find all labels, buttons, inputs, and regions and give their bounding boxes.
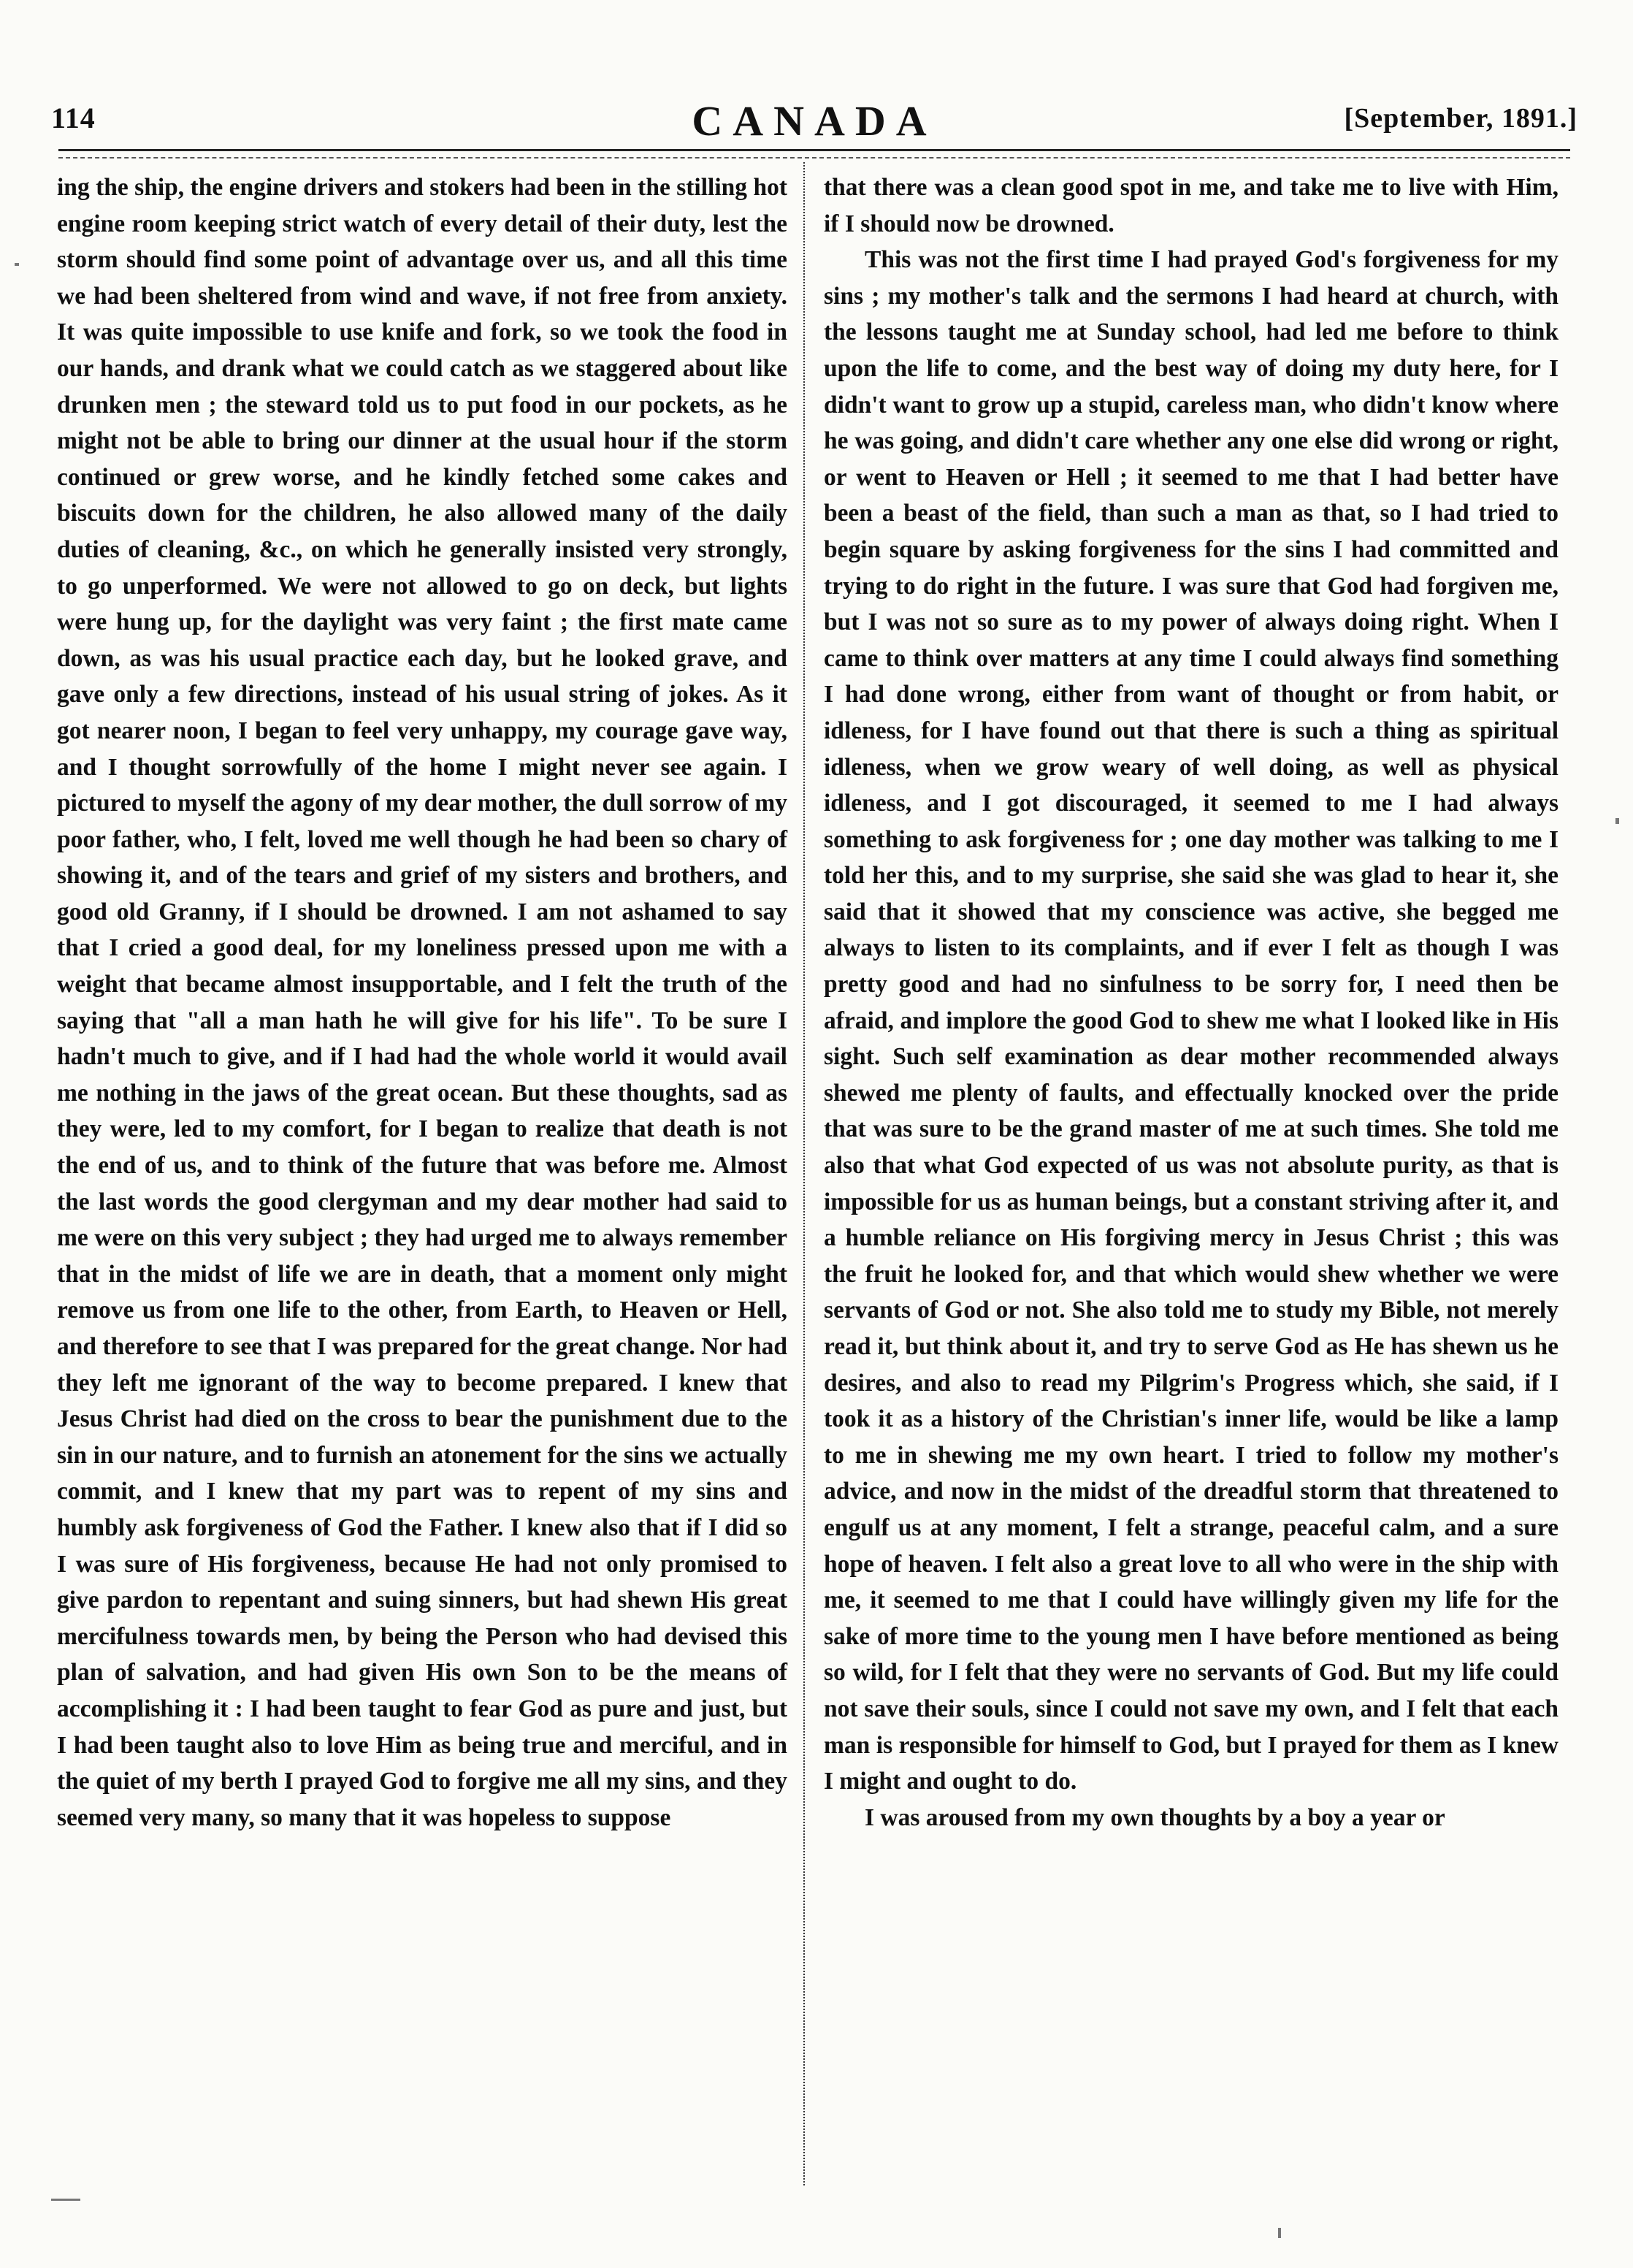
print-speck bbox=[51, 2199, 80, 2201]
body-paragraph: I was aroused from my own thoughts by a boy a year or bbox=[865, 1803, 1445, 1831]
header-rule bbox=[58, 149, 1570, 159]
right-column bbox=[824, 169, 1559, 1836]
journal-title: CANADA bbox=[692, 97, 937, 145]
page-header bbox=[51, 96, 1577, 155]
column-divider bbox=[803, 162, 805, 2185]
print-speck bbox=[1278, 2228, 1281, 2238]
issue-date: [September, 1891.] bbox=[1344, 103, 1577, 134]
body-paragraph: ing the ship, the engine drivers and stokers had been in the stilling hot engine room keeping strict watch of every detail of their duty, lest the storm should find some point of advantage over us, and all this time we had been sheltered from wind and wave, if not free from anxiety. It was quite impossible to use knife and fork, so we took the food in our hands, and drank what we could catch as we staggered about like drunken men ; the steward told us to put food in our pockets, as he might not be able to bring our dinner at the usual hour if the storm continued or grew worse, and he kindly fetched some cakes and biscuits down for the children, he also allowed many of the daily duties of cleaning, &c., on which he generally insisted very strongly, to go unperformed. We were not allowed to go on deck, but lights were hung up, for the daylight was very faint ; the first mate came down, as was his usual practice each day, but he looked grave, and gave only a few directions, instead of his usual string of jokes. As it got nearer noon, I began to feel very unhappy, my courage gave way, and I thought sorrowfully of the home I might never see again. I pictured to myself the agony of my dear mother, the dull sorrow of my poor father, who, I felt, loved me well though he had been so chary of showing it, and of the tears and grief of my sisters and brothers, and good old Granny, if I should be drowned. I am not ashamed to say that I cried a good deal, for my loneliness pressed upon me with a weight that became almost insupportable, and I felt the truth of the saying that "all a man hath he will give for his life". To be sure I hadn't much to give, and if I had had the whole world it would avail me nothing in the jaws of the great ocean. But these thoughts, sad as they were, led to my comfort, for I began to realize that death is not the end of us, and to think of the future that was before me. Almost the last words the good clergyman and my dear mother had said to me were on this very subject ; they had urged me to always remember that in the midst of life we are in death, that a moment only might remove us from one life to the other, from Earth, to Heaven or Hell, and therefore to see that I was prepared for the great change. Nor had they left me ignorant of the way to become prepared. I knew that Jesus Christ had died on the cross to bear the punishment due to the sin in our nature, and to furnish an atonement for the sins we actually commit, and I knew that my part was to repent of my sins and humbly ask forgiveness of God the Father. I knew also that if I did so I was sure of His forgiveness, because He had not only promised to give pardon to repentant and suing sinners, but had shewn His great mercifulness towards men, by being the Person who had devised this plan of salvation, and had given His own Son to be the means of accomplishing it : I had been taught to fear God as pure and just, but I had been taught also to love Him as being true and merciful, and in the quiet of my berth I prayed God to forgive me all my sins, and they seemed very many, so many that it was hopeless to suppose bbox=[57, 174, 787, 1831]
page-number: 114 bbox=[51, 102, 96, 134]
body-paragraph: that there was a clean good spot in me, and take me to live with Him, if I should now be drowned. bbox=[824, 174, 1559, 237]
print-speck bbox=[1615, 818, 1619, 824]
print-speck bbox=[15, 263, 19, 266]
left-column bbox=[57, 169, 787, 1836]
body-paragraph: This was not the first time I had prayed God's forgiveness for my sins ; my mother's talk and the sermons I had heard at church, with the lessons taught me at Sunday school, had led me before to think upon the life to come, and the best way of doing my duty here, for I didn't want to grow up a stupid, careless man, who didn't know where he was going, and didn't care whether any one else did wrong or right, or went to Heaven or Hell ; it seemed to me that I had better have been a beast of the field, than such a man as that, so I had tried to begin square by asking forgiveness for the sins I had committed and trying to do right in the future. I was sure that God had forgiven me, but I was not so sure as to my power of always doing right. When I came to think over matters at any time I could always find something I had done wrong, either from want of thought or from habit, or idleness, for I have found out that there is such a thing as spiritual idleness, when we grow weary of well doing, as well as physical idleness, and I got discouraged, it seemed to me I had always something to ask forgiveness for ; one day mother was talking to me I told her this, and to my surprise, she said she was glad to hear it, she said that it showed that my conscience was active, she begged me always to listen to its complaints, and if ever I felt as though I was pretty good and had no sinfulness to be sorry for, I need then be afraid, and implore the good God to shew me what I looked like in His sight. Such self examination as dear mother recommended always shewed me plenty of faults, and effectually knocked over the pride that was sure to be the grand master of me at such times. She told me also that what God expected of us was not absolute purity, as that is impossible for us as human beings, but a constant striving after it, and a humble reliance on His forgiving mercy in Jesus Christ ; this was the fruit he looked for, and that which would shew whether we were servants of God or not. She also told me to study my Bible, not merely read it, but think about it, and try to serve God as He has shewn us he desires, and also to read my Pilgrim's Progress which, she said, if I took it as a history of the Christian's inner life, would be like a lamp to me in shewing me my own heart. I tried to follow my mother's advice, and now in the midst of the dreadful storm that threatened to engulf us at any moment, I felt a strange, peaceful calm, and a sure hope of heaven. I felt also a great love to all who were in the ship with me, it seemed to me that I could have willingly given my life for the sake of more time to the young men I have before mentioned as being so wild, for I felt that they were no servants of God. But my life could not save their souls, since I could not save my own, and I felt that each man is responsible for himself to God, but I prayed for them as I knew I might and ought to do. bbox=[824, 246, 1559, 1795]
